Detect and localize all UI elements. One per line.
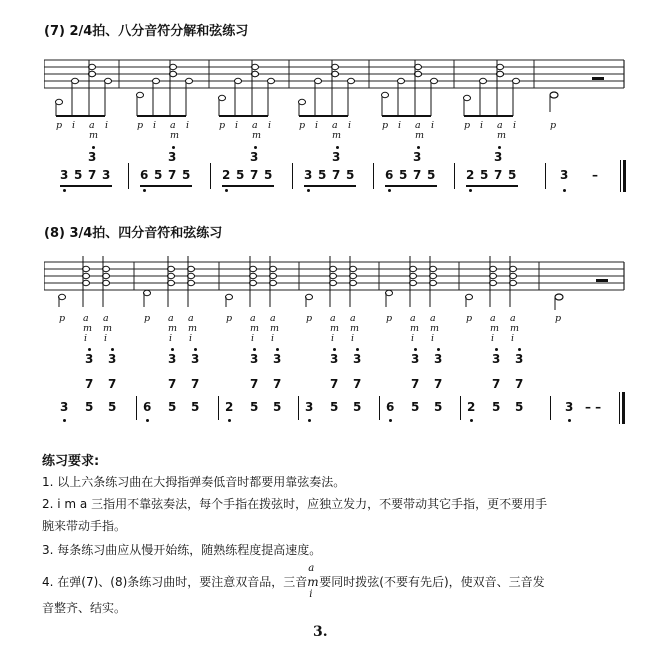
- finger-label-i: i: [169, 333, 173, 344]
- octave-dot-high: [253, 348, 256, 351]
- jianpu-bar-line: [379, 396, 380, 420]
- note-head: [168, 266, 175, 271]
- jianpu-bar-line: [373, 163, 374, 189]
- note-head: [430, 266, 437, 271]
- note-head: [350, 273, 357, 278]
- octave-dot-low: [307, 189, 310, 192]
- jianpu-bass-note: 3: [305, 400, 314, 414]
- jianpu-chord-mid: 7: [273, 377, 282, 391]
- octave-dot-low: [388, 189, 391, 192]
- octave-dot-high: [495, 348, 498, 351]
- note-head: [252, 71, 259, 76]
- finger-label: p: [386, 313, 393, 324]
- note-head: [430, 280, 437, 285]
- jianpu-note: 3: [102, 168, 111, 182]
- jianpu-bar-line: [298, 396, 299, 420]
- jianpu-note: 7: [413, 168, 422, 182]
- note-head: [188, 266, 195, 271]
- jianpu-chord-bass: 5: [85, 400, 94, 414]
- jianpu-note: 2: [466, 168, 475, 182]
- jianpu-note: 7: [250, 168, 259, 182]
- page-number: 3.: [313, 624, 328, 640]
- section8-title: (8) 3/4拍、四分音符和弦练习: [44, 226, 223, 241]
- note-head: [510, 273, 517, 278]
- finger-m: m: [307, 575, 319, 589]
- jianpu-bass-note: 6: [386, 400, 395, 414]
- finger-label: p: [306, 313, 313, 324]
- note-head: [430, 273, 437, 278]
- note-head: [332, 71, 339, 76]
- note-head: [59, 294, 66, 299]
- finger-label: p: [550, 120, 557, 131]
- finger-label: a: [430, 313, 436, 324]
- jianpu-chord-mid: 7: [411, 377, 420, 391]
- finger-label-m: m: [270, 323, 280, 334]
- jianpu-bass-note: 3: [60, 400, 69, 414]
- note-head: [510, 266, 517, 271]
- octave-dot-low: [568, 419, 571, 422]
- finger-label-m: m: [430, 323, 440, 334]
- finger-label: a: [350, 313, 356, 324]
- finger-label: i: [431, 120, 435, 131]
- octave-dot-low: [146, 419, 149, 422]
- jianpu-chord-top: 3: [168, 352, 177, 366]
- note-head: [170, 64, 177, 69]
- note-head: [415, 71, 422, 76]
- octave-dot-high: [88, 348, 91, 351]
- finger-label-m: m: [188, 323, 198, 334]
- finger-label: a: [490, 313, 496, 324]
- finger-label: p: [144, 313, 151, 324]
- octave-dot-high: [356, 348, 359, 351]
- jianpu-bar-line: [550, 396, 551, 420]
- jianpu-chord-mid: 7: [434, 377, 443, 391]
- note-head: [268, 78, 275, 83]
- jianpu-ending-note: 3: [565, 400, 574, 414]
- jianpu-chord-note: 3: [88, 150, 97, 164]
- octave-dot-high: [92, 146, 95, 149]
- finger-label-i: i: [431, 333, 435, 344]
- finger-label-i: i: [104, 333, 108, 344]
- jianpu-note: 5: [427, 168, 436, 182]
- finger-label: a: [89, 120, 95, 131]
- finger-label: p: [464, 120, 471, 131]
- finger-label: i: [235, 120, 239, 131]
- finger-a: a: [308, 563, 315, 574]
- note-head: [103, 280, 110, 285]
- jianpu-chord-top: 3: [434, 352, 443, 366]
- note-head: [480, 78, 487, 83]
- jianpu-underline: [140, 185, 192, 187]
- note-head: [315, 78, 322, 83]
- finger-label: p: [299, 120, 306, 131]
- jianpu-note: 6: [140, 168, 149, 182]
- note-head: [188, 273, 195, 278]
- jianpu-chord-bass: 5: [273, 400, 282, 414]
- finger-label: a: [250, 313, 256, 324]
- octave-dot-low: [228, 419, 231, 422]
- finger-label: i: [186, 120, 190, 131]
- finger-label-i: i: [189, 333, 193, 344]
- octave-dot-high: [417, 146, 420, 149]
- jianpu-bar-line: [292, 163, 293, 189]
- jianpu-chord-bass: 5: [168, 400, 177, 414]
- finger-label: a: [410, 313, 416, 324]
- octave-dot-low: [469, 189, 472, 192]
- finger-label-i: i: [331, 333, 335, 344]
- note-head: [490, 266, 497, 271]
- finger-label-m: m: [510, 323, 520, 334]
- finger-label-m: m: [410, 323, 420, 334]
- finger-label: i: [513, 120, 517, 131]
- dotted-half-note: [555, 294, 563, 300]
- finger-label: i: [480, 120, 484, 131]
- note-head: [250, 273, 257, 278]
- finger-label-m: m: [330, 323, 340, 334]
- finger-label-i: i: [491, 333, 495, 344]
- jianpu-note: 7: [168, 168, 177, 182]
- jianpu-chord-mid: 7: [330, 377, 339, 391]
- finger-label: p: [466, 313, 473, 324]
- note-head: [186, 78, 193, 83]
- jianpu-ending-note: 3: [560, 168, 569, 182]
- note-head: [235, 78, 242, 83]
- jianpu-dash: –: [592, 168, 598, 182]
- finger-label-m: m: [252, 130, 262, 141]
- finger-label: p: [59, 313, 66, 324]
- note-head: [330, 280, 337, 285]
- note-head: [270, 273, 277, 278]
- jianpu-chord-mid: 7: [515, 377, 524, 391]
- jianpu-bar-line: [128, 163, 129, 189]
- octave-dot-high: [111, 348, 114, 351]
- jianpu-chord-mid: 7: [191, 377, 200, 391]
- jianpu-bar-line: [545, 163, 546, 189]
- note-head: [144, 290, 151, 295]
- jianpu-chord-mid: 7: [168, 377, 177, 391]
- finger-label: a: [188, 313, 194, 324]
- jianpu-chord-top: 3: [353, 352, 362, 366]
- finger-label-m: m: [170, 130, 180, 141]
- octave-dot-high: [498, 146, 501, 149]
- octave-dot-high: [171, 348, 174, 351]
- note-head: [153, 78, 160, 83]
- jianpu-chord-bass: 5: [492, 400, 501, 414]
- jianpu-bass-note: 2: [467, 400, 476, 414]
- octave-dot-low: [63, 419, 66, 422]
- note-head: [89, 71, 96, 76]
- note-head: [410, 280, 417, 285]
- jianpu-underline: [60, 185, 112, 187]
- finger-label-m: m: [497, 130, 507, 141]
- octave-dot-low: [389, 419, 392, 422]
- octave-dot-low: [63, 189, 66, 192]
- requirement-3: 3. 每条练习曲应从慢开始练，随熟练程度提高速度。: [42, 543, 322, 557]
- note-head: [168, 280, 175, 285]
- jianpu-chord-bass: 5: [353, 400, 362, 414]
- finger-label: a: [510, 313, 516, 324]
- jianpu-chord-top: 3: [250, 352, 259, 366]
- note-head: [168, 273, 175, 278]
- jianpu-final-bar: [620, 160, 621, 192]
- half-rest: [592, 77, 604, 80]
- finger-label-m: m: [83, 323, 93, 334]
- note-head: [188, 280, 195, 285]
- jianpu-note: 5: [74, 168, 83, 182]
- note-head: [510, 280, 517, 285]
- note-head: [466, 294, 473, 299]
- finger-label-i: i: [271, 333, 275, 344]
- half-rest: [596, 279, 608, 282]
- finger-label: a: [270, 313, 276, 324]
- section7-title: (7) 2/4拍、八分音符分解和弦练习: [44, 24, 249, 39]
- jianpu-note: 7: [494, 168, 503, 182]
- jianpu-chord-bass: 5: [250, 400, 259, 414]
- finger-label: a: [170, 120, 176, 131]
- jianpu-chord-bass: 5: [411, 400, 420, 414]
- jianpu-chord-top: 3: [85, 352, 94, 366]
- jianpu-final-bar: [619, 392, 620, 424]
- finger-label: a: [415, 120, 421, 131]
- octave-dot-low: [308, 419, 311, 422]
- note-head: [250, 280, 257, 285]
- note-head: [170, 71, 177, 76]
- finger-label: p: [219, 120, 226, 131]
- jianpu-bar-line: [136, 396, 137, 420]
- note-head: [270, 266, 277, 271]
- finger-label-m: m: [490, 323, 500, 334]
- requirement-1: 1. 以上六条练习曲在大拇指弹奏低音时都要用靠弦奏法。: [42, 475, 346, 489]
- jianpu-chord-mid: 7: [85, 377, 94, 391]
- note-head: [415, 64, 422, 69]
- jianpu-dash: – –: [585, 400, 602, 414]
- jianpu-note: 2: [222, 168, 231, 182]
- finger-label: p: [382, 120, 389, 131]
- finger-label-i: i: [251, 333, 255, 344]
- jianpu-chord-top: 3: [108, 352, 117, 366]
- finger-label: a: [497, 120, 503, 131]
- note-head: [226, 294, 233, 299]
- requirement-4-cont: 音整齐、结实。: [42, 601, 127, 615]
- jianpu-underline: [385, 185, 437, 187]
- jianpu-chord-note: 3: [413, 150, 422, 164]
- jianpu-note: 5: [399, 168, 408, 182]
- jianpu-chord-note: 3: [494, 150, 503, 164]
- note-head: [386, 290, 393, 295]
- note-head: [137, 92, 144, 97]
- jianpu-bar-line: [210, 163, 211, 189]
- jianpu-chord-top: 3: [273, 352, 282, 366]
- note-head: [410, 273, 417, 278]
- jianpu-chord-mid: 7: [353, 377, 362, 391]
- jianpu-note: 5: [346, 168, 355, 182]
- finger-label: i: [348, 120, 352, 131]
- octave-dot-high: [172, 146, 175, 149]
- finger-label-m: m: [350, 323, 360, 334]
- note-head: [219, 95, 226, 100]
- note-head: [56, 99, 63, 104]
- jianpu-note: 7: [88, 168, 97, 182]
- finger-label: i: [398, 120, 402, 131]
- requirement-2: 2. i m a 三指用不靠弦奏法，每个手指在拨弦时，应独立发力，不要带动其它手指，更不要用手: [42, 497, 548, 511]
- jianpu-note: 5: [508, 168, 517, 182]
- octave-dot-low: [225, 189, 228, 192]
- finger-label: a: [83, 313, 89, 324]
- octave-dot-high: [276, 348, 279, 351]
- note-head: [513, 78, 520, 83]
- finger-label: i: [315, 120, 319, 131]
- jianpu-chord-note: 3: [168, 150, 177, 164]
- note-head: [410, 266, 417, 271]
- finger-label: p: [137, 120, 144, 131]
- note-head: [105, 78, 112, 83]
- octave-dot-high: [336, 146, 339, 149]
- jianpu-underline: [304, 185, 356, 187]
- note-head: [348, 78, 355, 83]
- jianpu-chord-top: 3: [191, 352, 200, 366]
- note-head: [250, 266, 257, 271]
- note-head: [270, 280, 277, 285]
- finger-label-m: m: [89, 130, 99, 141]
- section7-staff: [44, 50, 626, 122]
- note-head: [83, 280, 90, 285]
- finger-label: p: [555, 313, 562, 324]
- finger-label-i: i: [84, 333, 88, 344]
- note-head: [497, 64, 504, 69]
- finger-label-m: m: [250, 323, 260, 334]
- octave-dot-high: [414, 348, 417, 351]
- jianpu-bar-line: [218, 396, 219, 420]
- note-head: [83, 273, 90, 278]
- note-head: [497, 71, 504, 76]
- note-head: [72, 78, 79, 83]
- note-head: [103, 273, 110, 278]
- finger-i: i: [309, 589, 313, 600]
- finger-label: a: [103, 313, 109, 324]
- finger-label: i: [268, 120, 272, 131]
- jianpu-chord-mid: 7: [250, 377, 259, 391]
- finger-label-i: i: [351, 333, 355, 344]
- jianpu-bar-line: [454, 163, 455, 189]
- jianpu-bar-line: [460, 396, 461, 420]
- requirement-2-cont: 腕来带动手指。: [42, 519, 127, 533]
- section8-staff: [44, 252, 626, 312]
- note-head: [330, 273, 337, 278]
- finger-label-m: m: [168, 323, 178, 334]
- finger-label-m: m: [415, 130, 425, 141]
- jianpu-chord-top: 3: [515, 352, 524, 366]
- note-head: [431, 78, 438, 83]
- note-head: [330, 266, 337, 271]
- jianpu-chord-bass: 5: [108, 400, 117, 414]
- jianpu-note: 5: [236, 168, 245, 182]
- note-head: [332, 64, 339, 69]
- jianpu-chord-note: 3: [332, 150, 341, 164]
- note-head: [89, 64, 96, 69]
- jianpu-final-bar: [623, 160, 626, 192]
- octave-dot-high: [437, 348, 440, 351]
- note-head: [306, 294, 313, 299]
- requirements-title: 练习要求:: [42, 454, 100, 469]
- note-head: [350, 266, 357, 271]
- note-head: [103, 266, 110, 271]
- note-head: [464, 95, 471, 100]
- finger-label: a: [252, 120, 258, 131]
- finger-label: i: [153, 120, 157, 131]
- jianpu-note: 6: [385, 168, 394, 182]
- jianpu-chord-mid: 7: [492, 377, 501, 391]
- jianpu-chord-bass: 5: [515, 400, 524, 414]
- jianpu-chord-top: 3: [411, 352, 420, 366]
- jianpu-note: 7: [332, 168, 341, 182]
- jianpu-chord-bass: 5: [330, 400, 339, 414]
- note-head: [299, 99, 306, 104]
- note-head: [398, 78, 405, 83]
- octave-dot-high: [194, 348, 197, 351]
- finger-label-i: i: [511, 333, 515, 344]
- jianpu-underline: [222, 185, 274, 187]
- requirement-4: [42, 563, 545, 600]
- note-head: [350, 280, 357, 285]
- finger-label-i: i: [411, 333, 415, 344]
- finger-label: p: [226, 313, 233, 324]
- octave-dot-low: [470, 419, 473, 422]
- finger-label: a: [332, 120, 338, 131]
- finger-label: a: [330, 313, 336, 324]
- jianpu-note: 5: [154, 168, 163, 182]
- half-note: [550, 92, 558, 98]
- note-head: [490, 273, 497, 278]
- jianpu-chord-top: 3: [330, 352, 339, 366]
- jianpu-note: 5: [318, 168, 327, 182]
- note-head: [382, 92, 389, 97]
- jianpu-note: 3: [60, 168, 69, 182]
- finger-label-m: m: [103, 323, 113, 334]
- requirement-4-text-2: 要同时拨弦(不要有先后)，使双音、三音发: [319, 575, 545, 589]
- octave-dot-low: [563, 189, 566, 192]
- finger-label-m: m: [332, 130, 342, 141]
- jianpu-note: 5: [264, 168, 273, 182]
- jianpu-note: 3: [304, 168, 313, 182]
- note-head: [490, 280, 497, 285]
- jianpu-note: 5: [480, 168, 489, 182]
- finger-label: a: [168, 313, 174, 324]
- jianpu-chord-note: 3: [250, 150, 259, 164]
- finger-label: p: [56, 120, 63, 131]
- jianpu-chord-bass: 5: [191, 400, 200, 414]
- finger-label: i: [105, 120, 109, 131]
- octave-dot-high: [254, 146, 257, 149]
- jianpu-chord-bass: 5: [434, 400, 443, 414]
- octave-dot-high: [333, 348, 336, 351]
- jianpu-underline: [466, 185, 518, 187]
- note-head: [252, 64, 259, 69]
- jianpu-chord-mid: 7: [108, 377, 117, 391]
- finger-label: i: [72, 120, 76, 131]
- octave-dot-low: [143, 189, 146, 192]
- octave-dot-high: [518, 348, 521, 351]
- note-head: [83, 266, 90, 271]
- jianpu-note: 5: [182, 168, 191, 182]
- jianpu-chord-top: 3: [492, 352, 501, 366]
- jianpu-final-bar: [622, 392, 625, 424]
- jianpu-bass-note: 6: [143, 400, 152, 414]
- jianpu-bass-note: 2: [225, 400, 234, 414]
- requirement-4-text: 4. 在弹(7)、(8)条练习曲时，要注意双音品，三音: [42, 575, 308, 589]
